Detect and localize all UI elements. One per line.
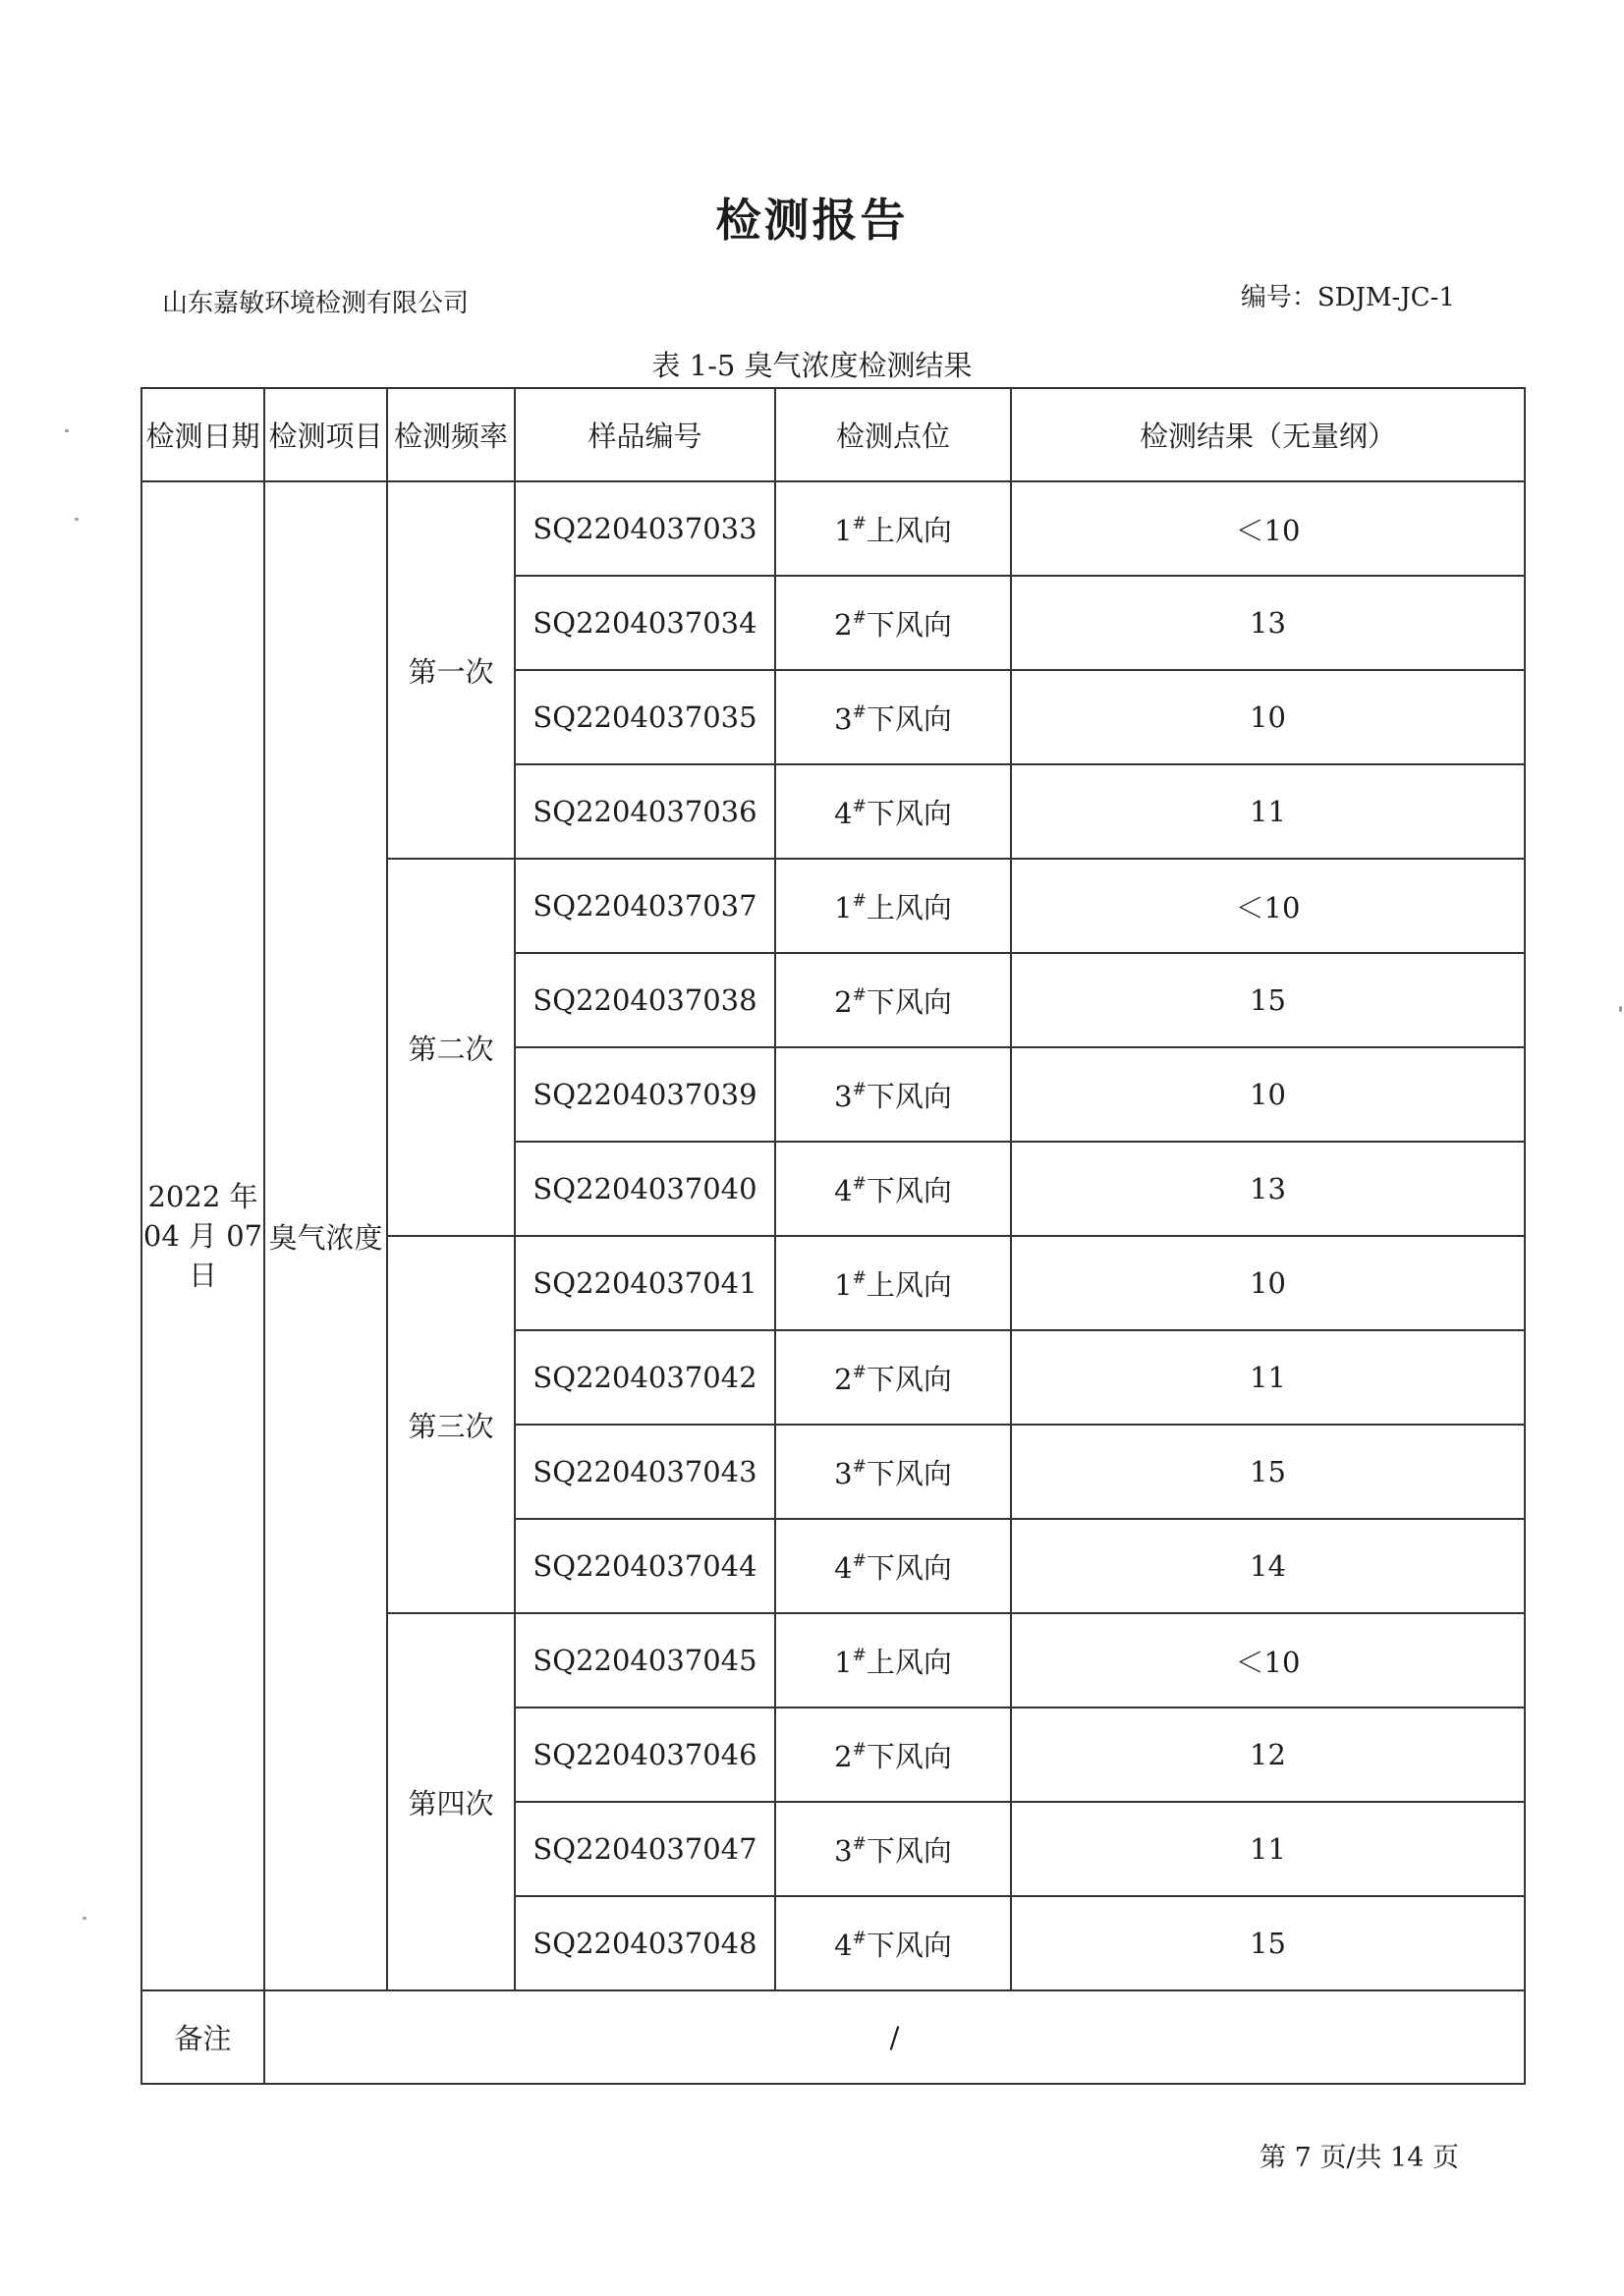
point-number: 2	[834, 1739, 853, 1773]
point-superscript: #	[852, 1739, 867, 1760]
point-cell	[775, 670, 1011, 764]
point-cell	[775, 764, 1011, 859]
point-direction: 下风向	[866, 607, 952, 642]
sample-id-cell: SQ2204037043	[515, 1425, 775, 1519]
column-header-item: 检测项目	[264, 388, 387, 481]
point-direction: 下风向	[866, 1456, 952, 1490]
point-cell	[775, 1896, 1011, 1990]
sample-id-cell: SQ2204037034	[515, 576, 775, 670]
point-direction: 上风向	[866, 890, 952, 924]
report-title: 检测报告	[715, 194, 909, 247]
point-number: 4	[834, 1173, 853, 1207]
point-number: 1	[834, 890, 853, 924]
table-body	[141, 481, 1525, 2084]
point-direction: 下风向	[866, 1173, 952, 1207]
result-cell: 13	[1011, 1142, 1525, 1236]
point-direction: 下风向	[866, 1550, 952, 1585]
sample-id-cell: SQ2204037044	[515, 1519, 775, 1613]
point-superscript: #	[852, 513, 867, 533]
point-direction: 下风向	[866, 984, 952, 1019]
result-cell: ＜10	[1011, 1613, 1525, 1708]
result-cell: 11	[1011, 764, 1525, 859]
result-cell: 13	[1011, 576, 1525, 670]
sample-id-cell: SQ2204037047	[515, 1802, 775, 1896]
column-header-point: 检测点位	[775, 388, 1011, 481]
point-direction: 下风向	[866, 1928, 952, 1962]
result-cell: 15	[1011, 953, 1525, 1047]
point-number: 1	[834, 1645, 853, 1679]
sample-id-cell: SQ2204037036	[515, 764, 775, 859]
result-cell: 11	[1011, 1330, 1525, 1425]
point-number: 3	[834, 701, 853, 736]
sample-id-cell: SQ2204037048	[515, 1896, 775, 1990]
frequency-cell: 第一次	[387, 481, 515, 859]
point-number: 1	[834, 1267, 853, 1302]
point-superscript: #	[852, 1362, 867, 1382]
report-number: 编号：SDJM-JC-1	[1240, 283, 1455, 312]
sample-id-cell: SQ2204037038	[515, 953, 775, 1047]
remarks-row	[141, 1990, 1525, 2084]
point-cell	[775, 859, 1011, 953]
frequency-cell: 第四次	[387, 1613, 515, 1990]
point-number: 4	[834, 796, 853, 830]
point-cell	[775, 1708, 1011, 1802]
point-cell	[775, 1236, 1011, 1330]
sample-id-cell: SQ2204037037	[515, 859, 775, 953]
point-superscript: #	[852, 701, 867, 722]
sample-id-cell: SQ2204037042	[515, 1330, 775, 1425]
point-number: 4	[834, 1550, 853, 1585]
remarks-label: 备注	[141, 1990, 264, 2084]
frequency-cell: 第二次	[387, 859, 515, 1236]
point-direction: 上风向	[866, 513, 952, 547]
point-direction: 下风向	[866, 1739, 952, 1773]
scan-speck	[65, 429, 69, 432]
point-superscript: #	[852, 1079, 867, 1099]
point-superscript: #	[852, 1833, 867, 1854]
remarks-value: /	[264, 1990, 1525, 2084]
point-cell	[775, 953, 1011, 1047]
point-number: 3	[834, 1079, 853, 1113]
sample-id-cell: SQ2204037033	[515, 481, 775, 576]
point-superscript: #	[852, 607, 867, 628]
table-caption: 表 1-5 臭气浓度检测结果	[651, 349, 973, 382]
point-cell	[775, 1047, 1011, 1142]
column-header-frequency: 检测频率	[387, 388, 515, 481]
item-cell: 臭气浓度	[264, 481, 387, 1990]
point-superscript: #	[852, 1645, 867, 1665]
point-superscript: #	[852, 1173, 867, 1194]
point-cell	[775, 1330, 1011, 1425]
result-cell: 12	[1011, 1708, 1525, 1802]
point-number: 3	[834, 1833, 853, 1868]
date-line-year: 2022 年	[147, 1180, 258, 1213]
point-cell	[775, 1425, 1011, 1519]
point-direction: 下风向	[866, 1079, 952, 1113]
result-cell: 15	[1011, 1896, 1525, 1990]
odor-results-table	[140, 387, 1526, 2085]
point-number: 2	[834, 607, 853, 642]
column-header-sample-id: 样品编号	[515, 388, 775, 481]
frequency-cell: 第三次	[387, 1236, 515, 1613]
point-direction: 下风向	[866, 796, 952, 830]
table-row	[141, 481, 1525, 576]
column-header-result: 检测结果（无量纲）	[1011, 388, 1525, 481]
point-number: 3	[834, 1456, 853, 1490]
point-superscript: #	[852, 1456, 867, 1477]
result-cell: 10	[1011, 670, 1525, 764]
result-cell: 15	[1011, 1425, 1525, 1519]
scan-speck	[83, 1917, 86, 1920]
point-direction: 下风向	[866, 1833, 952, 1868]
point-cell	[775, 1613, 1011, 1708]
sample-id-cell: SQ2204037046	[515, 1708, 775, 1802]
sample-id-cell: SQ2204037035	[515, 670, 775, 764]
point-direction: 上风向	[866, 1645, 952, 1679]
result-cell: ＜10	[1011, 859, 1525, 953]
point-direction: 上风向	[866, 1267, 952, 1302]
point-superscript: #	[852, 796, 867, 816]
result-cell: ＜10	[1011, 481, 1525, 576]
point-cell	[775, 1802, 1011, 1896]
scan-speck	[1619, 1006, 1622, 1012]
result-cell: 11	[1011, 1802, 1525, 1896]
column-header-date: 检测日期	[141, 388, 264, 481]
point-superscript: #	[852, 984, 867, 1005]
point-cell	[775, 481, 1011, 576]
point-superscript: #	[852, 1267, 867, 1288]
date-line-month-day: 04 月 07 日	[142, 1219, 263, 1292]
scan-speck	[75, 518, 79, 521]
point-number: 1	[834, 513, 853, 547]
result-cell: 14	[1011, 1519, 1525, 1613]
point-direction: 下风向	[866, 1362, 952, 1396]
point-number: 2	[834, 984, 853, 1019]
point-direction: 下风向	[866, 701, 952, 736]
table-header-row	[141, 388, 1525, 481]
point-cell	[775, 576, 1011, 670]
point-superscript: #	[852, 1550, 867, 1571]
result-cell: 10	[1011, 1047, 1525, 1142]
point-superscript: #	[852, 890, 867, 911]
sample-id-cell: SQ2204037045	[515, 1613, 775, 1708]
point-number: 4	[834, 1928, 853, 1962]
point-cell	[775, 1142, 1011, 1236]
point-superscript: #	[852, 1928, 867, 1948]
page-number: 第 7 页/共 14 页	[1260, 2143, 1459, 2173]
sample-id-cell: SQ2204037040	[515, 1142, 775, 1236]
date-cell	[141, 481, 264, 1990]
point-cell	[775, 1519, 1011, 1613]
company-name: 山东嘉敏环境检测有限公司	[162, 289, 470, 318]
point-number: 2	[834, 1362, 853, 1396]
result-cell: 10	[1011, 1236, 1525, 1330]
sample-id-cell: SQ2204037039	[515, 1047, 775, 1142]
sample-id-cell: SQ2204037041	[515, 1236, 775, 1330]
